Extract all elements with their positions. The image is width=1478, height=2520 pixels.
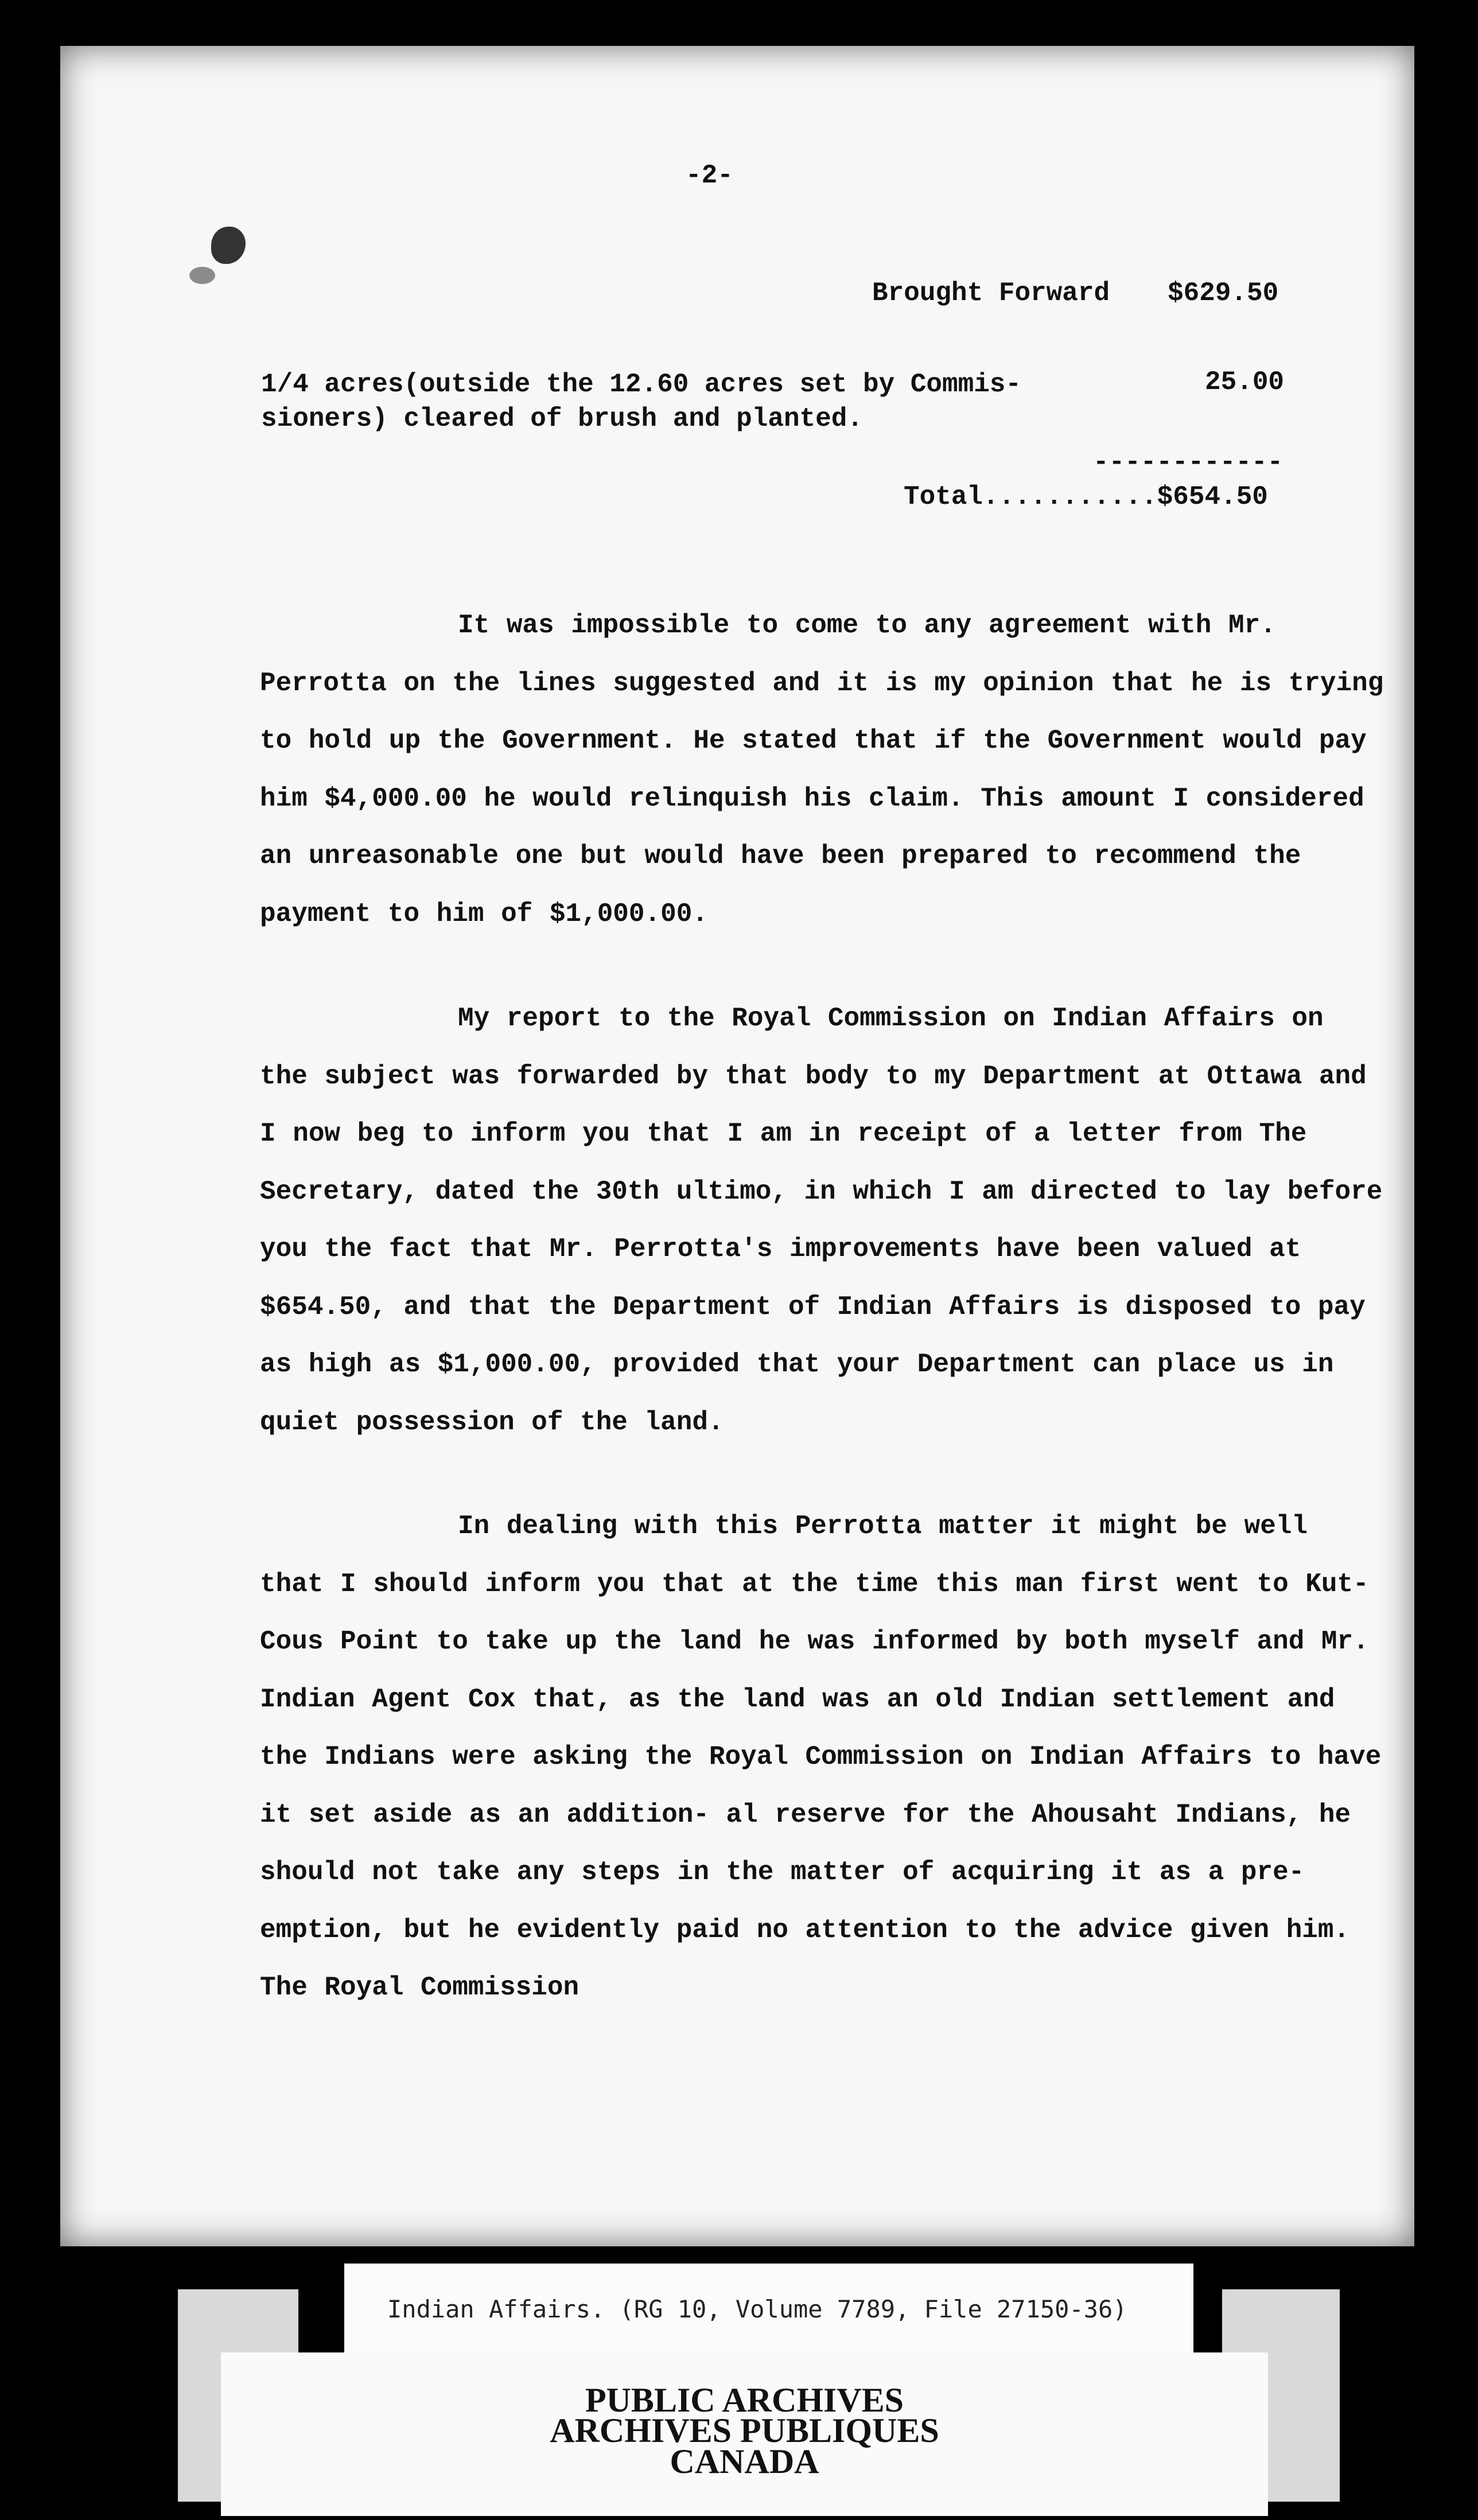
paragraph-agreement: It was impossible to come to any agreement with Mr. Perrotta on the lines suggested and it is my opinion that he is trying to hold up the Government. He stated that if the Government would pay him $4,000.00 he would relinquish his claim. This amount I considered an unreasonable one but would have been prepared to recommend the payment to him of $1,000.00. [260,610,1384,929]
ledger-item-amount: 25.00 [1205,367,1285,397]
ink-smudge-mark [189,267,215,284]
paragraph-report: My report to the Royal Commission on Indian Affairs on the subject was forwarded by that body to my Department at Ottawa and I now beg to inform you that I am in receipt of a letter from The Secretary, dated the 30th ultimo, in which I am directed to lay before you the fact that Mr. Perrotta's improvements have been valued at $654.50, and that the Department of Indian Affairs is disposed to pay as high as $1,000.00, provided that your Department can place us in quiet possession of the land. [260,1004,1383,1437]
archive-title-country: CANADA [670,2443,819,2480]
ledger-item-description: 1/4 acres(outside the 12.60 acres set by Commis- sioners) cleared of brush and planted. [261,370,1022,434]
page-number: -2- [686,161,733,190]
ledger-rule: ------------ [1093,448,1283,477]
brought-forward-amount: $629.50 [1168,278,1279,308]
archive-reference: Indian Affairs. (RG 10, Volume 7789, File 27150-36) [387,2295,1127,2323]
archive-title-english: PUBLIC ARCHIVES [585,2381,904,2419]
brought-forward-label: Brought Forward [872,278,1110,308]
ledger-total: Total...........$654.50 [904,482,1268,512]
archive-title-french: ARCHIVES PUBLIQUES [550,2412,939,2449]
paragraph-perrotta-matter: In dealing with this Perrotta matter it might be well that I should inform you that at the time this man first went to Kut-Cous Point to take up the land he was informed by both myself and Mr. Indian Agent Cox that, as the land was an old Indian settlement and the Indians were asking the Royal Commission on Indian Affairs to have it set aside as an addition- al reserve for the Ahousaht Indians, he should not take any steps in the matter of acquiring it as a pre-emption, but he evidently paid no attention to the advice given him. The Royal Commission [260,1511,1382,2002]
